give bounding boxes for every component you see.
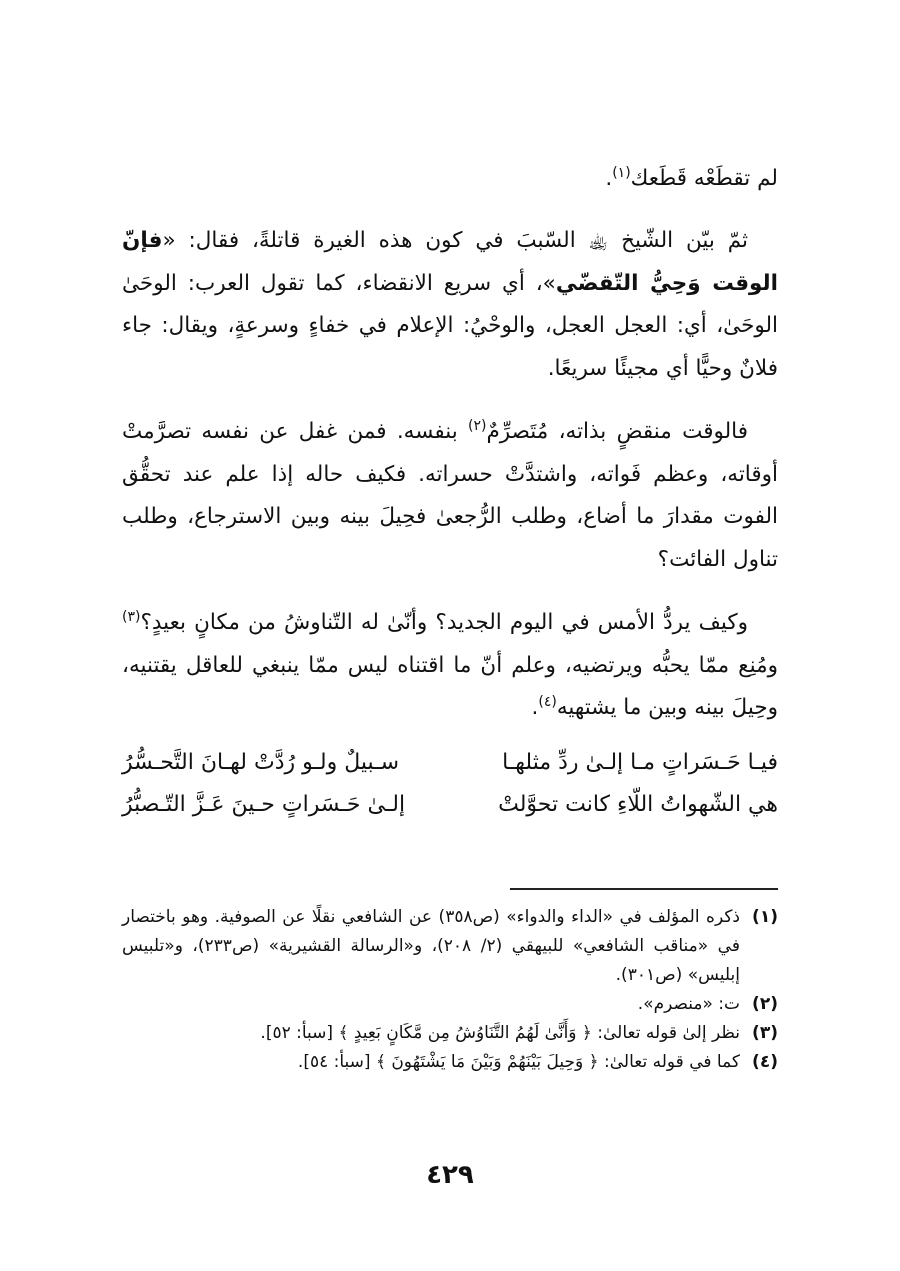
opening-line-text: لم تقطَعْه قَطَعك <box>630 166 778 191</box>
footnote <box>122 1048 778 1077</box>
poem-hemistich: هي الشّهواتُ اللّاءِ كانت تحوَّلتْ <box>498 792 778 817</box>
footnote-ref-1[interactable]: (١) <box>612 164 631 181</box>
poem-verse <box>122 792 778 834</box>
footnote <box>122 990 778 1019</box>
footnote-text: نظر إلىٰ قوله تعالىٰ: ﴿ وَأَنَّىٰ لَهُمُ التَّنَاوُشُ مِن مَّكَانٍ بَعِيدٍ ﴾ [سبأ: ٥٢]. <box>260 1023 740 1043</box>
paragraph-1-start: ثمّ بيّن الشّيخ ﵀ السّببَ في كون هذه الغيرة قاتلةً، فقال: « <box>162 228 748 253</box>
paragraph-2-rest: بنفسه. فمن غفل عن نفسه تصرَّمتْ أوقاته، وعظم فَواته، واشتدَّتْ حسراته. فكيف حاله إذا علم عند تحقُّق الفوت مقدارَ ما أضاع، وطلب الرُّجعىٰ فحِيلَ بينه وبين الاسترجاع، وطلب تناول الفائت؟ <box>122 419 778 572</box>
paragraph-3-rest: ومُنِع ممّا يحبُّه ويرتضيه، وعلم أنّ ما اقتناه ليس ممّا ينبغي للعاقل يقتنيه، وحِيلَ بينه وبين ما يشتهيه <box>122 652 778 720</box>
footnote <box>122 903 778 990</box>
poem-hemistich: سـبيلٌ ولـو رُدَّتْ لهـانَ التَّحـسُّرُ <box>122 750 400 775</box>
footnote-number: (١) <box>752 907 778 927</box>
poem <box>122 750 778 834</box>
footnote <box>122 1019 778 1048</box>
opening-line <box>122 158 778 201</box>
footnotes <box>122 903 778 1077</box>
paragraph-3-end: . <box>531 695 539 720</box>
paragraph-2-start: فالوقت منقضٍ بذاته، مُتَصرِّمٌ <box>486 419 748 444</box>
paragraph-1 <box>122 220 778 390</box>
footnote-number: (٤) <box>752 1052 778 1072</box>
footnote-text: كما في قوله تعالىٰ: ﴿ وَحِيلَ بَيْنَهُمْ وَبَيْنَ مَا يَشْتَهُونَ ﴾ [سبأ: ٥٤]. <box>297 1052 740 1072</box>
footnote-ref-4[interactable]: (٤) <box>538 693 557 710</box>
paragraph-3-start: وكيف يردُّ الأمس في اليوم الجديد؟ وأنّىٰ له التّناوشُ من مكانٍ بعيدٍ؟ <box>140 610 748 635</box>
footnote-text: ت: «منصرم». <box>637 994 740 1014</box>
poem-hemistich: إلـىٰ حَـسَراتٍ حـينَ عَـزَّ التّـصبُّرُ <box>122 792 406 817</box>
footnote-divider <box>510 888 778 890</box>
page-number: ٤٢٩ <box>426 1160 474 1190</box>
poem-hemistich: فيـا حَـسَراتٍ مـا إلـىٰ ردِّ مثلهـا <box>502 750 778 775</box>
footnote-number: (٣) <box>752 1023 778 1043</box>
footnote-ref-2[interactable]: (٢) <box>468 417 487 434</box>
quoted-phrase: فإنّ الوقت وَحِيُّ التّقضّي <box>122 228 778 296</box>
footnote-ref-3[interactable]: (٣) <box>122 608 141 625</box>
paragraph-1-rest: »، أي سريع الانقضاء، كما تقول العرب: الوحَىٰ الوحَىٰ، أي: العجل العجل، والوحْيُ: الإعلام في خفاءٍ وسرعةٍ، ويقال: جاء فلانٌ وحيًّا أي مجيئًا سريعًا. <box>122 270 778 381</box>
paragraph-3 <box>122 602 778 730</box>
paragraph-2 <box>122 411 778 581</box>
footnote-number: (٢) <box>752 994 778 1014</box>
footnote-text: ذكره المؤلف في «الداء والدواء» (ص٣٥٨) عن الشافعي نقلًا عن الصوفية. وهو باختصار في «مناقب الشافعي» للبيهقي (٢/ ٢٠٨)، و«الرسالة القشيرية» (ص٢٣٣)، و«تلبيس إبليس» (ص٣٠١). <box>122 907 740 985</box>
opening-line-end: . <box>605 166 613 191</box>
poem-verse <box>122 750 778 792</box>
